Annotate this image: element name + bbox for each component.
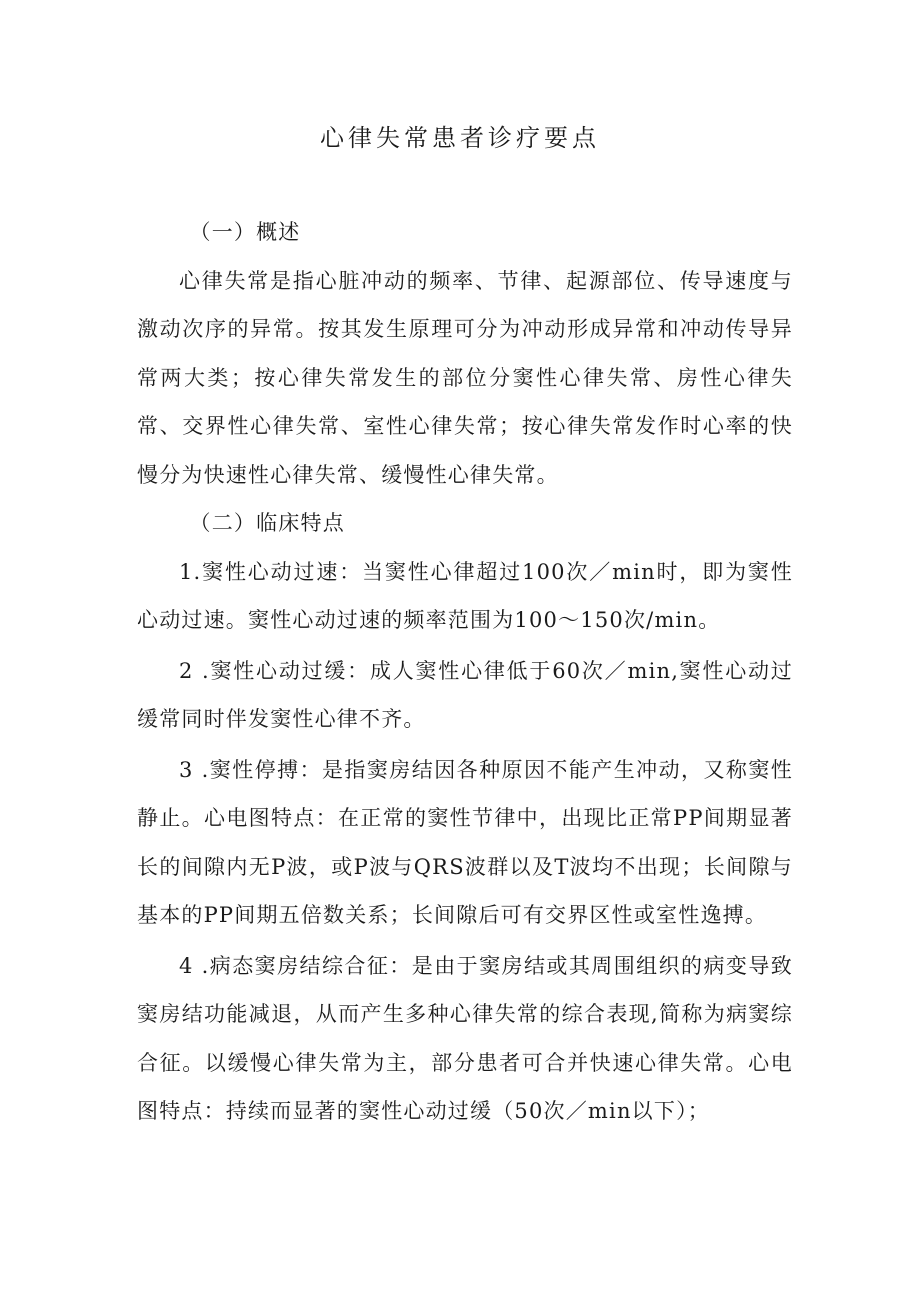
document-body [137,208,793,1136]
item-sick-sinus-syndrome: 4 .病态窦房结综合征：是由于窦房结或其周围组织的病变导致窦房结功能减退，从而产生多种心律失常的综合表现,简称为病窦综合征。以缓慢心律失常为主，部分患者可合并快速心律失常。心电图特点：持续而显著的窦性心动过缓（50次／min以下）； [137,953,793,1123]
item-sinus-arrest: 3 .窦性停搏：是指窦房结因各种原因不能产生冲动，又称窦性静止。心电图特点：在正常的窦性节律中，出现比正常PP间期显著长的间隙内无P波，或P波与QRS波群以及T波均不出现；长间隙与基本的PP间期五倍数关系；长间隙后可有交界区性或室性逸搏。 [137,757,793,927]
section-heading-clinical-features: （二）临床特点 [189,511,345,535]
document-title: 心律失常患者诊疗要点 [320,124,600,152]
item-sinus-bradycardia: 2 .窦性心动过缓：成人窦性心律低于60次／min,窦性心动过缓常同时伴发窦性心律不齐。 [137,658,793,731]
item-sinus-tachycardia: 1.窦性心动过速：当窦性心律超过100次／min时，即为窦性心动过速。窦性心动过速的频率范围为100～150次/min。 [137,559,793,632]
section-heading-overview: （一）概述 [189,220,301,244]
overview-paragraph: 心律失常是指心脏冲动的频率、节律、起源部位、传导速度与激动次序的异常。按其发生原理可分为冲动形成异常和冲动传导异常两大类；按心律失常发生的部位分窦性心律失常、房性心律失常、交界性心律失常、室性心律失常；按心律失常发作时心率的快慢分为快速性心律失常、缓慢性心律失常。 [137,268,793,487]
